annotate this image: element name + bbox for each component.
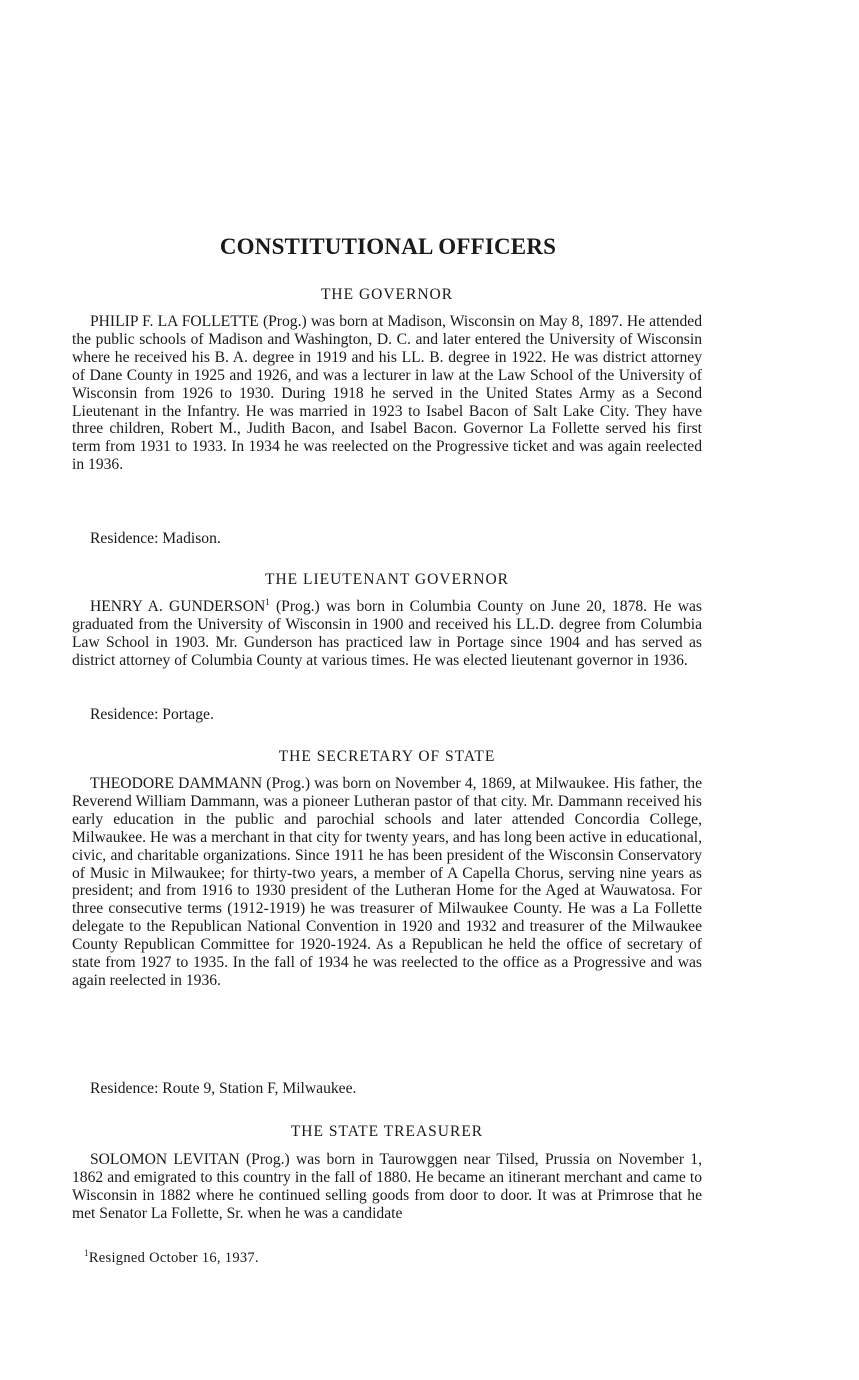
lieutenant-governor-name: HENRY A. GUNDERSON — [90, 598, 266, 615]
footnote-marker: 1 — [84, 1248, 89, 1259]
residence-governor: Residence: Madison. — [90, 530, 221, 547]
section-heading-lieutenant-governor: THE LIEUTENANT GOVERNOR — [265, 571, 509, 588]
footnote — [84, 1250, 259, 1267]
footnote-marker-ref: 1 — [265, 596, 270, 607]
section-heading-secretary-of-state: THE SECRETARY OF STATE — [278, 748, 496, 765]
page-title: CONSTITUTIONAL OFFICERS — [219, 234, 557, 259]
footnote-text: Resigned October 16, 1937. — [88, 1250, 259, 1266]
section-body-lieutenant-governor — [72, 598, 702, 670]
section-body-secretary-of-state: THEODORE DAMMANN (Prog.) was born on November 4, 1869, at Milwaukee. His father, the Reverend William Dammann, was a pioneer Lutheran pastor of that city. Mr. Dammann received his early education in the public and parochial schools and later attended Concordia College, Milwaukee. He was a merchant in that city for twenty years, and has long been active in educational, civic, and charitable organizations. Since 1911 he has been president of the Wisconsin Conservatory of Music in Milwaukee; for thirty-two years, a member of A Capella Chorus, serving nine years as president; and from 1916 to 1930 president of the Lutheran Home for the Aged at Wauwatosa. For three consecutive terms (1912-1919) he was treasurer of Milwaukee County. He was a La Follette delegate to the Republican National Convention in 1920 and 1932 and treasurer of the Milwaukee County Republican Committee for 1920-1924. As a Republican he held the office of secretary of state from 1927 to 1935. In the fall of 1934 he was reelected to the office as a Progressive and was again reelected in 1936. — [72, 775, 702, 989]
section-body-state-treasurer: SOLOMON LEVITAN (Prog.) was born in Taurowggen near Tilsed, Prussia on November 1, 1862 and emigrated to this country in the fall of 1880. He became an itinerant merchant and came to Wisconsin in 1882 where he continued selling goods from door to door. It was at Primrose that he met Senator La Follette, Sr. when he was a candidate — [72, 1151, 702, 1222]
section-body-governor: PHILIP F. LA FOLLETTE (Prog.) was born at Madison, Wisconsin on May 8, 1897. He attended the public schools of Madison and Washington, D. C. and later entered the University of Wisconsin where he received his B. A. degree in 1919 and his LL. B. degree in 1922. He was district attorney of Dane County in 1925 and 1926, and was a lecturer in law at the Law School of the University of Wisconsin from 1926 to 1930. During 1918 he served in the United States Army as a Second Lieutenant in the Infantry. He was married in 1923 to Isabel Bacon of Salt Lake City. They have three children, Robert M., Judith Bacon, and Isabel Bacon. Governor La Follette served his first term from 1931 to 1933. In 1934 he was reelected on the Progressive ticket and was again reelected in 1936. — [72, 313, 702, 474]
section-heading-state-treasurer: THE STATE TREASURER — [290, 1123, 484, 1140]
section-heading-governor: THE GOVERNOR — [320, 286, 454, 303]
lieutenant-governor-body: (Prog.) was born in Columbia County on June 20, 1878. He was graduated from the University of Wisconsin in 1900 and received his LL.D. degree from Columbia Law School in 1903. Mr. Gunderson has practiced law in Portage since 1904 and has served as district attorney of Columbia County at various times. He was elected lieutenant governor in 1936. — [72, 598, 702, 669]
residence-secretary-of-state: Residence: Route 9, Station F, Milwaukee. — [90, 1080, 357, 1097]
residence-lieutenant-governor: Residence: Portage. — [90, 706, 214, 723]
